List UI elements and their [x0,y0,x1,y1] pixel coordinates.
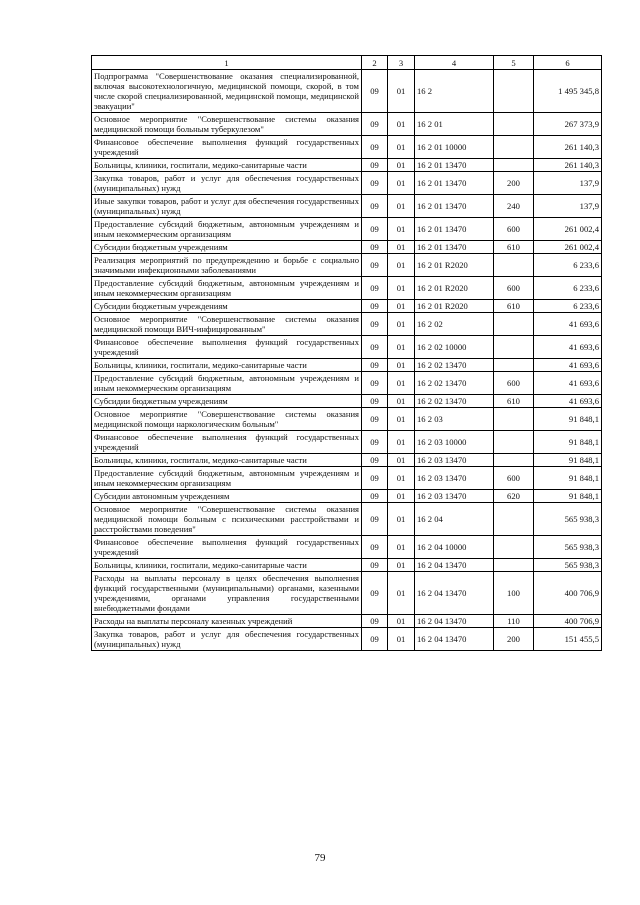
cell-name: Реализация мероприятий по предупреждению и борьбе с социально значимыми инфекционными заболеваниями [92,254,362,277]
cell-name: Субсидии бюджетным учреждениям [92,395,362,408]
table-row [92,172,602,195]
cell-subsection: 01 [388,254,415,277]
cell-expense-type: 600 [494,467,534,490]
table-row [92,241,602,254]
cell-subsection: 01 [388,359,415,372]
cell-subsection: 01 [388,408,415,431]
cell-subsection: 01 [388,503,415,536]
cell-expense-type: 240 [494,195,534,218]
cell-name: Субсидии бюджетным учреждениям [92,241,362,254]
cell-amount: 261 140,3 [534,159,602,172]
cell-expense-type [494,431,534,454]
cell-expense-type [494,359,534,372]
header-col-2: 2 [362,56,388,70]
cell-subsection: 01 [388,159,415,172]
cell-name: Расходы на выплаты персоналу казенных учреждений [92,615,362,628]
cell-section: 09 [362,359,388,372]
cell-expense-type: 610 [494,300,534,313]
cell-subsection: 01 [388,195,415,218]
cell-section: 09 [362,277,388,300]
cell-name: Больницы, клиники, госпитали, медико-санитарные части [92,454,362,467]
cell-target-article: 16 2 04 13470 [415,615,494,628]
cell-section: 09 [362,490,388,503]
table-row [92,218,602,241]
cell-target-article: 16 2 04 10000 [415,536,494,559]
cell-target-article: 16 2 04 13470 [415,572,494,615]
cell-amount: 91 848,1 [534,408,602,431]
cell-target-article: 16 2 02 13470 [415,359,494,372]
cell-amount: 261 140,3 [534,136,602,159]
table-row [92,195,602,218]
cell-target-article: 16 2 02 [415,313,494,336]
cell-name: Больницы, клиники, госпитали, медико-санитарные части [92,159,362,172]
cell-section: 09 [362,172,388,195]
cell-target-article: 16 2 04 13470 [415,559,494,572]
cell-amount: 91 848,1 [534,490,602,503]
cell-name: Финансовое обеспечение выполнения функций государственных учреждений [92,136,362,159]
cell-name: Предоставление субсидий бюджетным, автономным учреждениям и иным некоммерческим организациям [92,277,362,300]
cell-section: 09 [362,300,388,313]
cell-section: 09 [362,195,388,218]
cell-amount: 41 693,6 [534,372,602,395]
header-col-3: 3 [388,56,415,70]
cell-amount: 261 002,4 [534,241,602,254]
cell-amount: 91 848,1 [534,467,602,490]
cell-amount: 137,9 [534,195,602,218]
cell-target-article: 16 2 01 13470 [415,172,494,195]
table-row [92,490,602,503]
table-row [92,559,602,572]
cell-section: 09 [362,372,388,395]
table-row [92,70,602,113]
cell-amount: 565 938,3 [534,503,602,536]
table-row [92,254,602,277]
cell-expense-type: 610 [494,241,534,254]
cell-name: Предоставление субсидий бюджетным, автономным учреждениям и иным некоммерческим организациям [92,218,362,241]
cell-expense-type [494,454,534,467]
cell-subsection: 01 [388,172,415,195]
cell-amount: 151 455,5 [534,628,602,651]
cell-section: 09 [362,408,388,431]
cell-subsection: 01 [388,277,415,300]
cell-subsection: 01 [388,490,415,503]
cell-amount: 41 693,6 [534,395,602,408]
cell-subsection: 01 [388,431,415,454]
cell-expense-type: 110 [494,615,534,628]
cell-expense-type [494,254,534,277]
cell-name: Финансовое обеспечение выполнения функций государственных учреждений [92,336,362,359]
cell-target-article: 16 2 01 [415,113,494,136]
table-row [92,503,602,536]
table-row [92,113,602,136]
cell-target-article: 16 2 03 [415,408,494,431]
table-row [92,136,602,159]
cell-expense-type: 200 [494,628,534,651]
cell-target-article: 16 2 01 R2020 [415,300,494,313]
header-col-1: 1 [92,56,362,70]
cell-expense-type: 600 [494,372,534,395]
table-row [92,300,602,313]
cell-section: 09 [362,559,388,572]
cell-name: Подпрограмма "Совершенствование оказания специализированной, включая высокотехнологичную, медицинской помощи, скорой, в том числе скорой специализированной, медицинской помощи, медицинской эвакуации" [92,70,362,113]
cell-target-article: 16 2 02 13470 [415,372,494,395]
cell-name: Закупка товаров, работ и услуг для обеспечения государственных (муниципальных) нужд [92,172,362,195]
cell-expense-type [494,313,534,336]
cell-expense-type [494,536,534,559]
cell-name: Основное мероприятие "Совершенствование системы оказания медицинской помощи ВИЧ-инфицированным" [92,313,362,336]
cell-amount: 6 233,6 [534,254,602,277]
cell-name: Предоставление субсидий бюджетным, автономным учреждениям и иным некоммерческим организациям [92,467,362,490]
budget-table [91,55,602,651]
cell-target-article: 16 2 02 13470 [415,395,494,408]
cell-target-article: 16 2 01 13470 [415,218,494,241]
cell-subsection: 01 [388,559,415,572]
cell-name: Предоставление субсидий бюджетным, автономным учреждениям и иным некоммерческим организациям [92,372,362,395]
header-col-5: 5 [494,56,534,70]
cell-name: Основное мероприятие "Совершенствование системы оказания медицинской помощи больным с психическими расстройствами и расстройствами поведения" [92,503,362,536]
cell-amount: 91 848,1 [534,431,602,454]
cell-name: Субсидии бюджетным учреждениям [92,300,362,313]
cell-expense-type: 620 [494,490,534,503]
cell-subsection: 01 [388,395,415,408]
cell-subsection: 01 [388,372,415,395]
cell-amount: 400 706,9 [534,615,602,628]
table-row [92,277,602,300]
cell-target-article: 16 2 02 10000 [415,336,494,359]
cell-section: 09 [362,395,388,408]
cell-section: 09 [362,113,388,136]
cell-name: Субсидии автономным учреждениям [92,490,362,503]
cell-expense-type: 200 [494,172,534,195]
cell-section: 09 [362,572,388,615]
cell-amount: 41 693,6 [534,336,602,359]
cell-amount: 565 938,3 [534,536,602,559]
cell-target-article: 16 2 [415,70,494,113]
cell-subsection: 01 [388,136,415,159]
cell-section: 09 [362,431,388,454]
table-row [92,313,602,336]
cell-amount: 261 002,4 [534,218,602,241]
cell-amount: 1 495 345,8 [534,70,602,113]
cell-target-article: 16 2 03 13470 [415,454,494,467]
table-row [92,159,602,172]
cell-section: 09 [362,454,388,467]
cell-target-article: 16 2 01 10000 [415,136,494,159]
cell-name: Основное мероприятие "Совершенствование системы оказания медицинской помощи больным туберкулезом" [92,113,362,136]
cell-subsection: 01 [388,454,415,467]
cell-amount: 565 938,3 [534,559,602,572]
table-header [92,56,602,70]
cell-section: 09 [362,628,388,651]
cell-section: 09 [362,336,388,359]
header-col-6: 6 [534,56,602,70]
cell-amount: 137,9 [534,172,602,195]
cell-target-article: 16 2 03 10000 [415,431,494,454]
cell-amount: 91 848,1 [534,454,602,467]
cell-expense-type: 100 [494,572,534,615]
cell-expense-type [494,503,534,536]
cell-target-article: 16 2 03 13470 [415,490,494,503]
cell-name: Финансовое обеспечение выполнения функций государственных учреждений [92,536,362,559]
cell-amount: 267 373,9 [534,113,602,136]
cell-amount: 6 233,6 [534,277,602,300]
table-row [92,408,602,431]
cell-target-article: 16 2 04 13470 [415,628,494,651]
cell-name: Расходы на выплаты персоналу в целях обеспечения выполнения функций государственными (муниципальными) органами, казенными учреждениями, органами управления государственными внебюджетными фондами [92,572,362,615]
cell-expense-type [494,408,534,431]
cell-subsection: 01 [388,572,415,615]
table-row [92,372,602,395]
cell-target-article: 16 2 01 13470 [415,195,494,218]
cell-target-article: 16 2 01 13470 [415,159,494,172]
cell-subsection: 01 [388,313,415,336]
cell-name: Больницы, клиники, госпитали, медико-санитарные части [92,559,362,572]
cell-section: 09 [362,536,388,559]
cell-subsection: 01 [388,336,415,359]
cell-expense-type: 600 [494,218,534,241]
cell-section: 09 [362,241,388,254]
cell-target-article: 16 2 01 R2020 [415,277,494,300]
cell-expense-type [494,70,534,113]
cell-subsection: 01 [388,70,415,113]
cell-target-article: 16 2 01 13470 [415,241,494,254]
cell-subsection: 01 [388,241,415,254]
cell-target-article: 16 2 03 13470 [415,467,494,490]
cell-name: Больницы, клиники, госпитали, медико-санитарные части [92,359,362,372]
cell-expense-type: 600 [494,277,534,300]
cell-section: 09 [362,615,388,628]
cell-name: Финансовое обеспечение выполнения функций государственных учреждений [92,431,362,454]
table-row [92,536,602,559]
table-row [92,431,602,454]
cell-subsection: 01 [388,467,415,490]
header-col-4: 4 [415,56,494,70]
cell-amount: 6 233,6 [534,300,602,313]
cell-section: 09 [362,313,388,336]
cell-expense-type [494,113,534,136]
cell-subsection: 01 [388,218,415,241]
table-row [92,572,602,615]
cell-expense-type [494,136,534,159]
cell-section: 09 [362,136,388,159]
cell-name: Иные закупки товаров, работ и услуг для обеспечения государственных (муниципальных) нужд [92,195,362,218]
header-row [92,56,602,70]
table-row [92,395,602,408]
cell-section: 09 [362,503,388,536]
table-row [92,336,602,359]
cell-target-article: 16 2 04 [415,503,494,536]
cell-subsection: 01 [388,628,415,651]
cell-name: Закупка товаров, работ и услуг для обеспечения государственных (муниципальных) нужд [92,628,362,651]
table-row [92,615,602,628]
page-number: 79 [314,852,326,864]
cell-subsection: 01 [388,536,415,559]
cell-expense-type [494,159,534,172]
cell-section: 09 [362,254,388,277]
table-row [92,359,602,372]
cell-amount: 41 693,6 [534,359,602,372]
cell-section: 09 [362,70,388,113]
cell-amount: 400 706,9 [534,572,602,615]
table-row [92,454,602,467]
cell-expense-type [494,559,534,572]
cell-subsection: 01 [388,615,415,628]
cell-subsection: 01 [388,113,415,136]
cell-expense-type [494,336,534,359]
cell-section: 09 [362,467,388,490]
table-body [92,70,602,651]
cell-expense-type: 610 [494,395,534,408]
table-row [92,628,602,651]
cell-subsection: 01 [388,300,415,313]
cell-section: 09 [362,218,388,241]
cell-target-article: 16 2 01 R2020 [415,254,494,277]
table-row [92,467,602,490]
cell-amount: 41 693,6 [534,313,602,336]
cell-name: Основное мероприятие "Совершенствование системы оказания медицинской помощи наркологическим больным" [92,408,362,431]
cell-section: 09 [362,159,388,172]
